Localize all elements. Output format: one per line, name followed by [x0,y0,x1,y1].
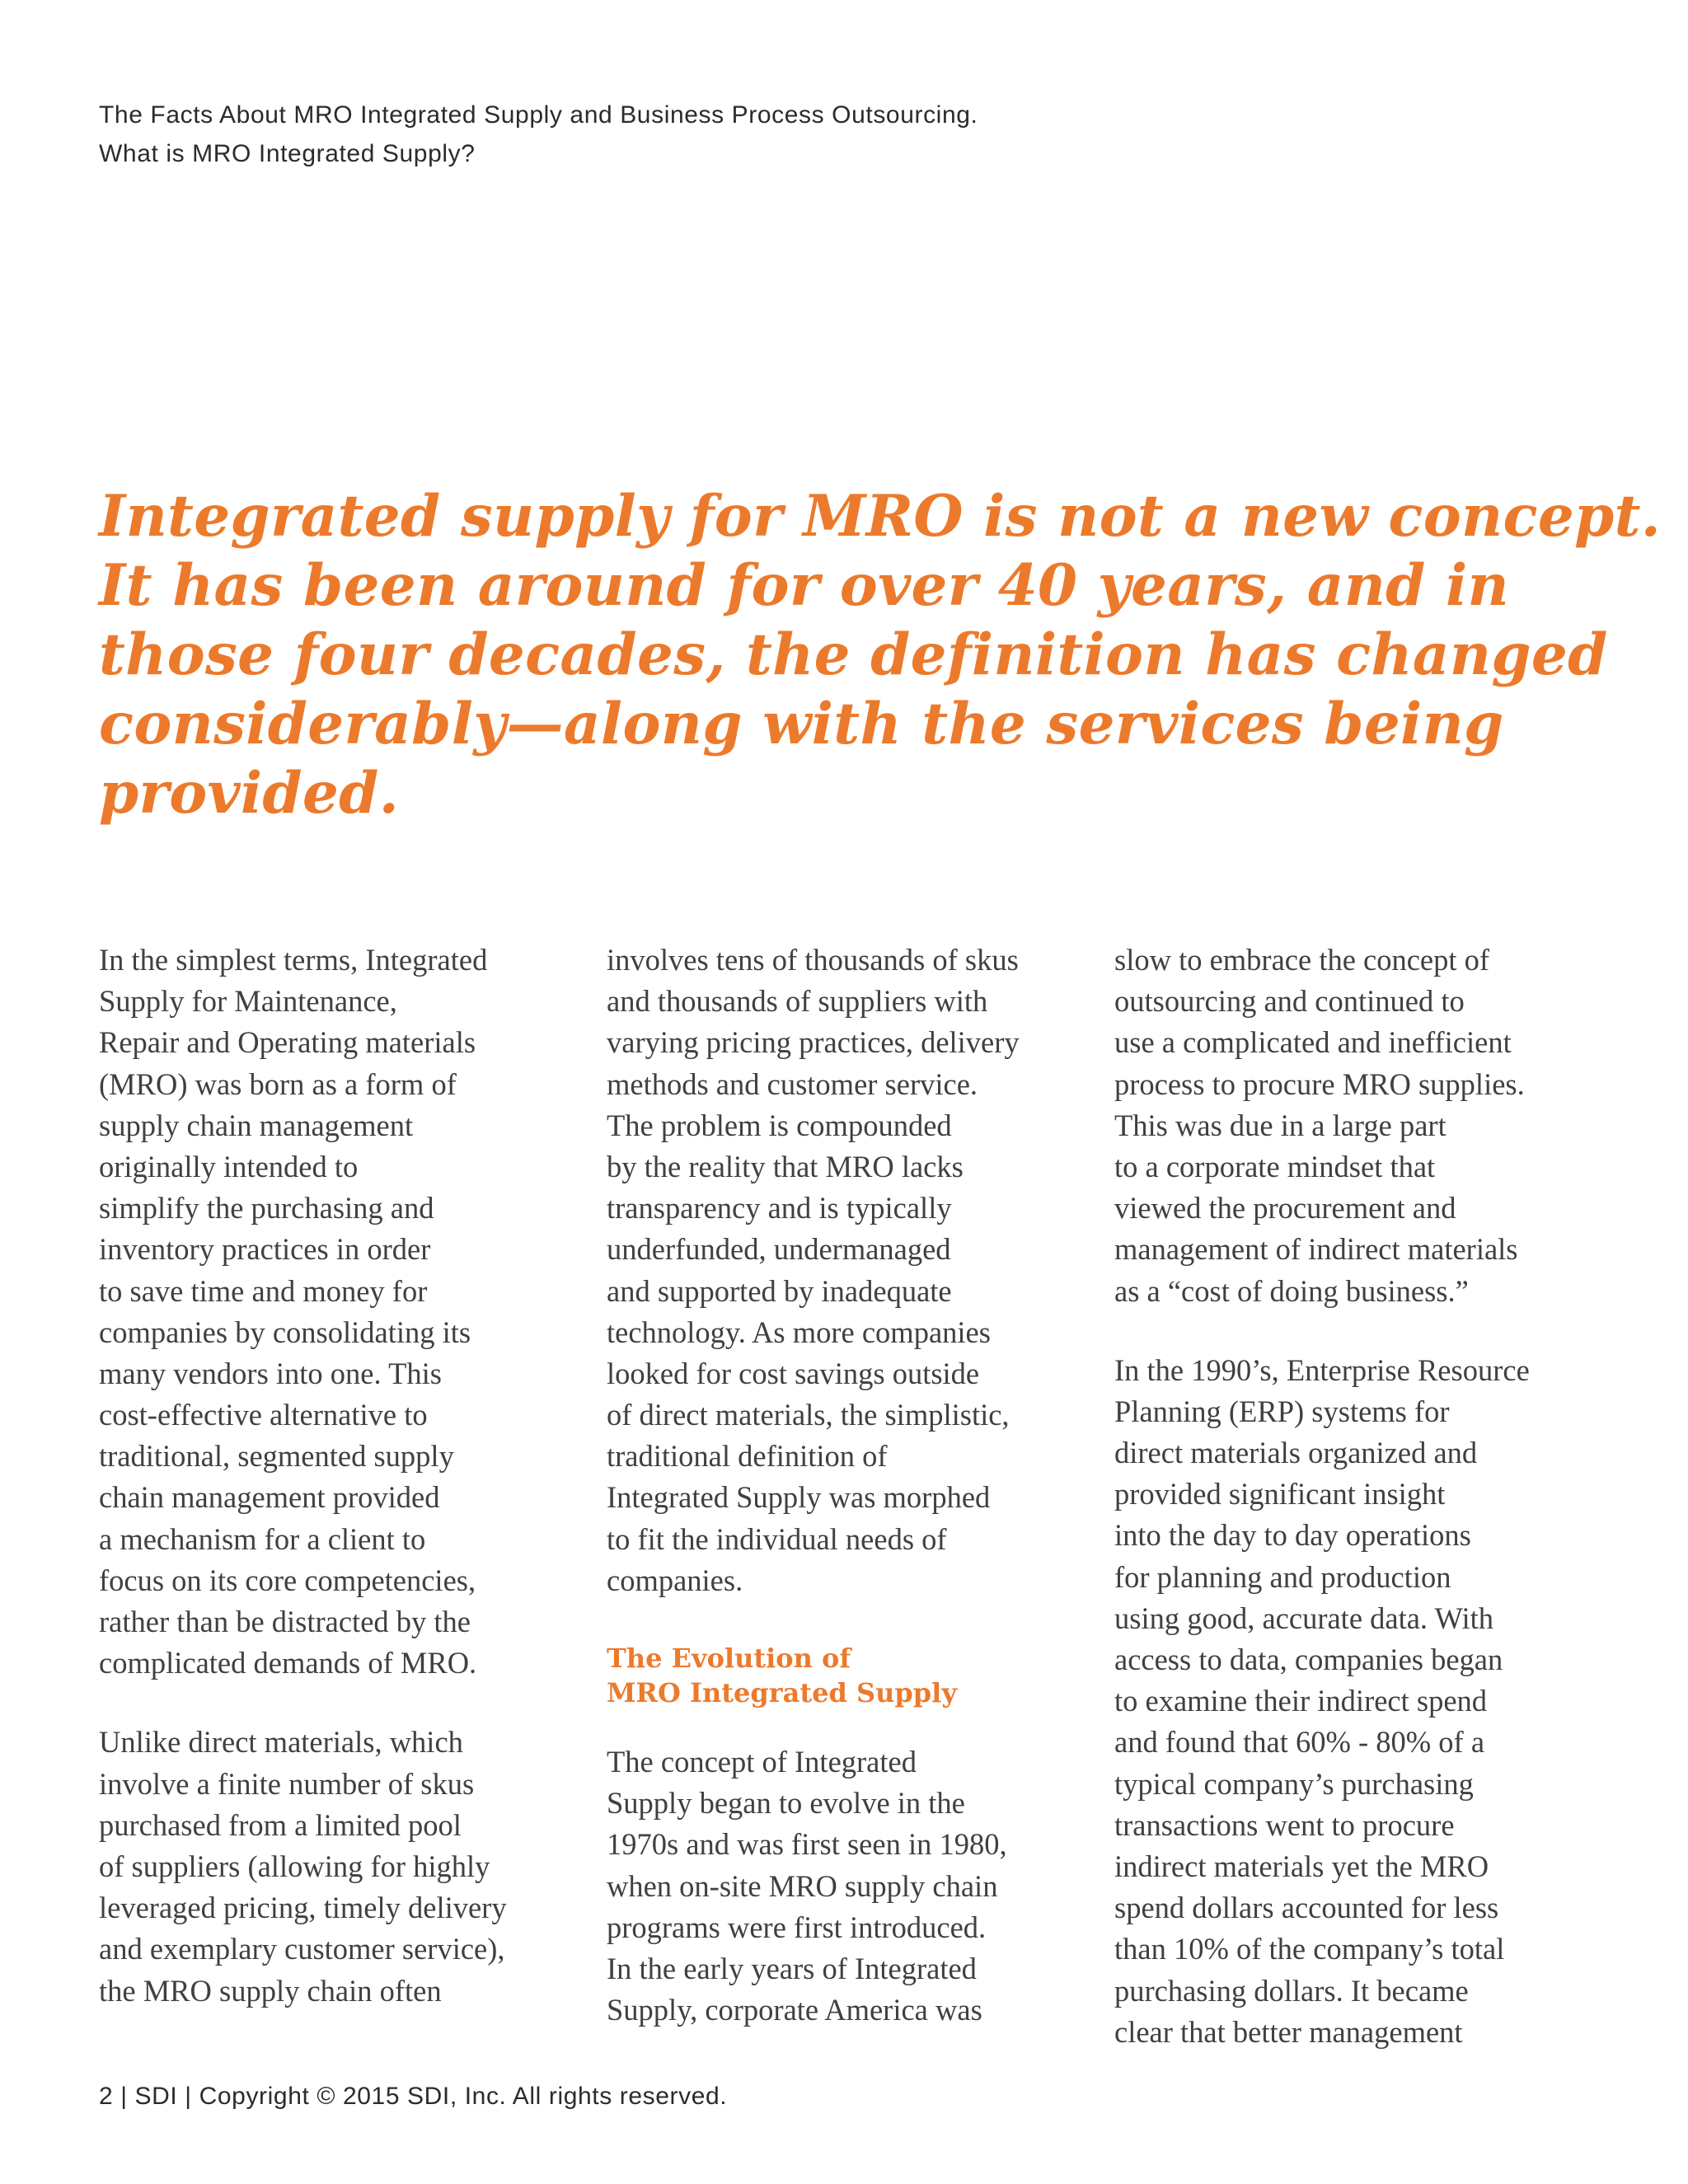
text-line: by the reality that MRO lacks [607,1149,964,1183]
text-line: The concept of Integrated [607,1745,917,1779]
text-column-3 [1114,940,1601,2053]
text-line: cost-effective alternative to [99,1398,428,1432]
text-line: In the early years of Integrated [607,1951,977,1985]
text-line: spend dollars accounted for less [1114,1891,1499,1925]
text-line: to save time and money for [99,1273,428,1308]
text-line: In the 1990’s, Enterprise Resource [1114,1352,1530,1387]
text-line: looked for cost savings outside [607,1356,980,1390]
text-line: companies. [607,1563,743,1597]
text-line: methods and customer service. [607,1066,978,1101]
paragraph [1114,940,1601,1312]
text-line: involves tens of thousands of skus [607,943,1019,977]
text-line: simplify the purchasing and [99,1191,434,1226]
text-line: Supply for Maintenance, [99,984,397,1019]
text-line: than 10% of the company’s total [1114,1932,1505,1966]
page-footer: 2 | SDI | Copyright © 2015 SDI, Inc. All rights reserved. [99,2083,728,2110]
text-line: when on-site MRO supply chain [607,1868,998,1903]
subheading-line: The Evolution of [607,1643,851,1674]
text-line: Planning (ERP) systems for [1114,1394,1450,1428]
text-line: Integrated Supply was morphed [607,1480,991,1515]
text-line: indirect materials yet the MRO [1114,1849,1489,1883]
text-line: Supply, corporate America was [607,1993,982,2027]
text-line: purchased from a limited pool [99,1807,462,1842]
paragraph [1114,1350,1601,2053]
text-line: rather than be distracted by the [99,1605,471,1638]
paragraph-spacer [607,1601,1093,1641]
text-line: use a complicated and inefficient [1114,1025,1512,1060]
text-line: technology. As more companies [607,1315,991,1349]
text-line: slow to embrace the concept of [1114,943,1490,977]
text-line: Unlike direct materials, which [99,1725,463,1760]
text-line: originally intended to [99,1149,359,1183]
text-line: supply chain management [99,1108,414,1142]
text-line: to examine their indirect spend [1114,1684,1488,1718]
text-line: and thousands of suppliers with [607,984,988,1019]
text-line: This was due in a large part [1114,1108,1447,1142]
running-header [99,96,1335,173]
text-line: (MRO) was born as a form of [99,1066,457,1101]
text-line: inventory practices in order [99,1232,431,1267]
text-line: using good, accurate data. With [1114,1601,1494,1635]
text-line: to a corporate mindset that [1114,1149,1436,1183]
section-subheading [607,1641,1093,1710]
header-subtitle-line: What is MRO Integrated Supply? [99,140,476,167]
paragraph [99,1722,585,2011]
text-line: into the day to day operations [1114,1518,1471,1553]
pull-quote [99,482,1662,828]
text-line: transactions went to procure [1114,1807,1455,1842]
text-line: The problem is compounded [607,1108,952,1142]
pull-quote-line: those four decades, the definition has changed [99,621,1608,688]
paragraph-spacer [607,1710,1093,1741]
text-line: outsourcing and continued to [1114,984,1465,1019]
paragraph [607,1741,1093,2031]
text-line: underfunded, undermanaged [607,1232,951,1267]
subheading-line: MRO Integrated Supply [607,1677,957,1708]
text-line: for planning and production [1114,1559,1451,1594]
text-line: of suppliers (allowing for highly [99,1849,490,1883]
text-line: a mechanism for a client to [99,1521,426,1556]
text-line: purchasing dollars. It became [1114,1973,1469,2008]
text-line: chain management provided [99,1480,440,1515]
text-line: many vendors into one. This [99,1356,442,1390]
text-line: Repair and Operating materials [99,1025,476,1060]
text-line: leveraged pricing, timely delivery [99,1891,507,1925]
text-line: direct materials organized and [1114,1436,1478,1470]
pull-quote-line: Integrated supply for MRO is not a new concept. [99,483,1662,550]
text-line: traditional definition of [607,1439,888,1474]
text-line: as a “cost of doing business.” [1114,1273,1469,1308]
text-line: clear that better management [1114,2014,1463,2049]
text-line: viewed the procurement and [1114,1191,1456,1226]
text-line: transparency and is typically [607,1191,952,1226]
pull-quote-line: provided. [99,760,400,827]
text-line: the MRO supply chain often [99,1973,442,2008]
text-line: and found that 60% - 80% of a [1114,1725,1485,1760]
text-line: In the simplest terms, Integrated [99,943,488,977]
text-line: and exemplary customer service), [99,1932,505,1966]
text-line: companies by consolidating its [99,1315,471,1349]
pull-quote-line: considerably—along with the services being [99,691,1504,757]
text-column-2 [607,940,1093,2031]
pull-quote-line: It has been around for over 40 years, and in [99,552,1510,619]
text-line: access to data, companies began [1114,1643,1503,1676]
text-line: focus on its core competencies, [99,1563,476,1597]
text-line: provided significant insight [1114,1477,1446,1511]
text-line: typical company’s purchasing [1114,1766,1474,1801]
header-title-line: The Facts About MRO Integrated Supply and Business Process Outsourcing. [99,101,978,129]
paragraph [607,940,1093,1601]
text-line: of direct materials, the simplistic, [607,1398,1010,1432]
text-line: management of indirect materials [1114,1232,1518,1267]
paragraph-spacer [99,1684,585,1722]
paragraph-spacer [1114,1312,1601,1350]
text-line: and supported by inadequate [607,1273,952,1308]
text-line: involve a finite number of skus [99,1766,475,1801]
text-line: varying pricing practices, delivery [607,1025,1020,1060]
text-line: Supply began to evolve in the [607,1786,965,1821]
text-line: complicated demands of MRO. [99,1646,477,1680]
text-line: 1970s and was first seen in 1980, [607,1827,1007,1862]
text-line: process to procure MRO supplies. [1114,1066,1525,1101]
text-line: traditional, segmented supply [99,1439,454,1474]
text-line: programs were first introduced. [607,1910,987,1944]
text-column-1 [99,940,585,2012]
text-line: to fit the individual needs of [607,1521,947,1556]
paragraph [99,940,585,1684]
